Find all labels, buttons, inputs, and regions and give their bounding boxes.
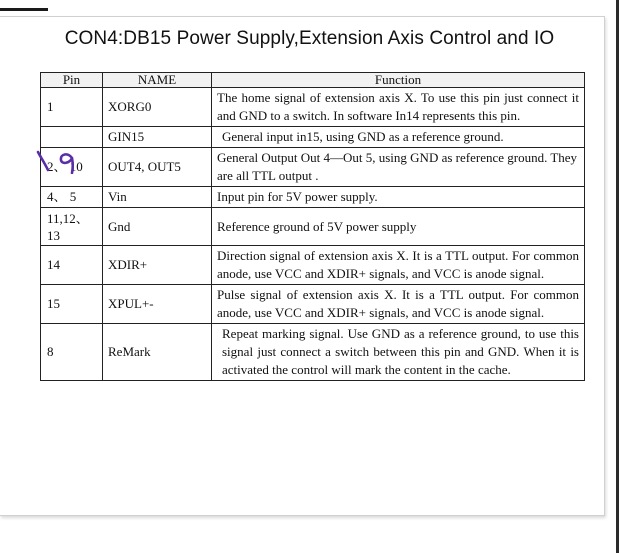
row-pin: 14 xyxy=(41,246,103,285)
row-function: Input pin for 5V power supply. xyxy=(212,187,585,208)
table-row xyxy=(41,285,585,324)
header-pin: Pin xyxy=(41,73,103,88)
row-pin: 4、 5 xyxy=(41,187,103,208)
row-function: Direction signal of extension axis X. It is a TTL output. For common anode, use VCC and XDIR+ signals, and VCC is anode signal. xyxy=(212,246,585,285)
header-name: NAME xyxy=(103,73,212,88)
row-pin xyxy=(41,127,103,148)
row-function: Repeat marking signal. Use GND as a reference ground, to use this signal just connect a switch between this pin and GND. When it is activated the control will mark the content in the cache. xyxy=(212,324,585,381)
row-function: General input in15, using GND as a reference ground. xyxy=(212,127,585,148)
table-row xyxy=(41,127,585,148)
table-row xyxy=(41,88,585,127)
row-name: ReMark xyxy=(103,324,212,381)
top-divider xyxy=(0,8,48,11)
row-name: XORG0 xyxy=(103,88,212,127)
row-pin: 8 xyxy=(41,324,103,381)
handwritten-note-text: ١٩ xyxy=(32,148,34,149)
table-row xyxy=(41,324,585,381)
table-row xyxy=(41,187,585,208)
row-function: General Output Out 4—Out 5, using GND as reference ground. They are all TTL output . xyxy=(212,148,585,187)
table-row xyxy=(41,208,585,246)
handwritten-annotation xyxy=(32,148,84,174)
document-title: CON4:DB15 Power Supply,Extension Axis Control and IO xyxy=(64,28,555,49)
row-name: Vin xyxy=(103,187,212,208)
pin-table xyxy=(40,72,585,381)
row-name: GIN15 xyxy=(103,127,212,148)
row-name: OUT4, OUT5 xyxy=(103,148,212,187)
table-header-row xyxy=(41,73,585,88)
row-name: Gnd xyxy=(103,208,212,246)
row-pin: 15 xyxy=(41,285,103,324)
row-function: Reference ground of 5V power supply xyxy=(212,208,585,246)
row-pin: 2、 10 xyxy=(41,148,103,187)
row-pin: 1 xyxy=(41,88,103,127)
row-name: XDIR+ xyxy=(103,246,212,285)
row-function: The home signal of extension axis X. To use this pin just connect it and GND to a switch. In software In14 represents this pin. xyxy=(212,88,585,127)
row-pin: 11,12、 13 xyxy=(41,208,103,246)
table-row xyxy=(41,148,585,187)
row-function: Pulse signal of extension axis X. It is a TTL output. For common anode, use VCC and XDIR+ signals, and VCC is anode signal. xyxy=(212,285,585,324)
row-name: XPUL+- xyxy=(103,285,212,324)
header-function: Function xyxy=(212,73,585,88)
table-row xyxy=(41,246,585,285)
